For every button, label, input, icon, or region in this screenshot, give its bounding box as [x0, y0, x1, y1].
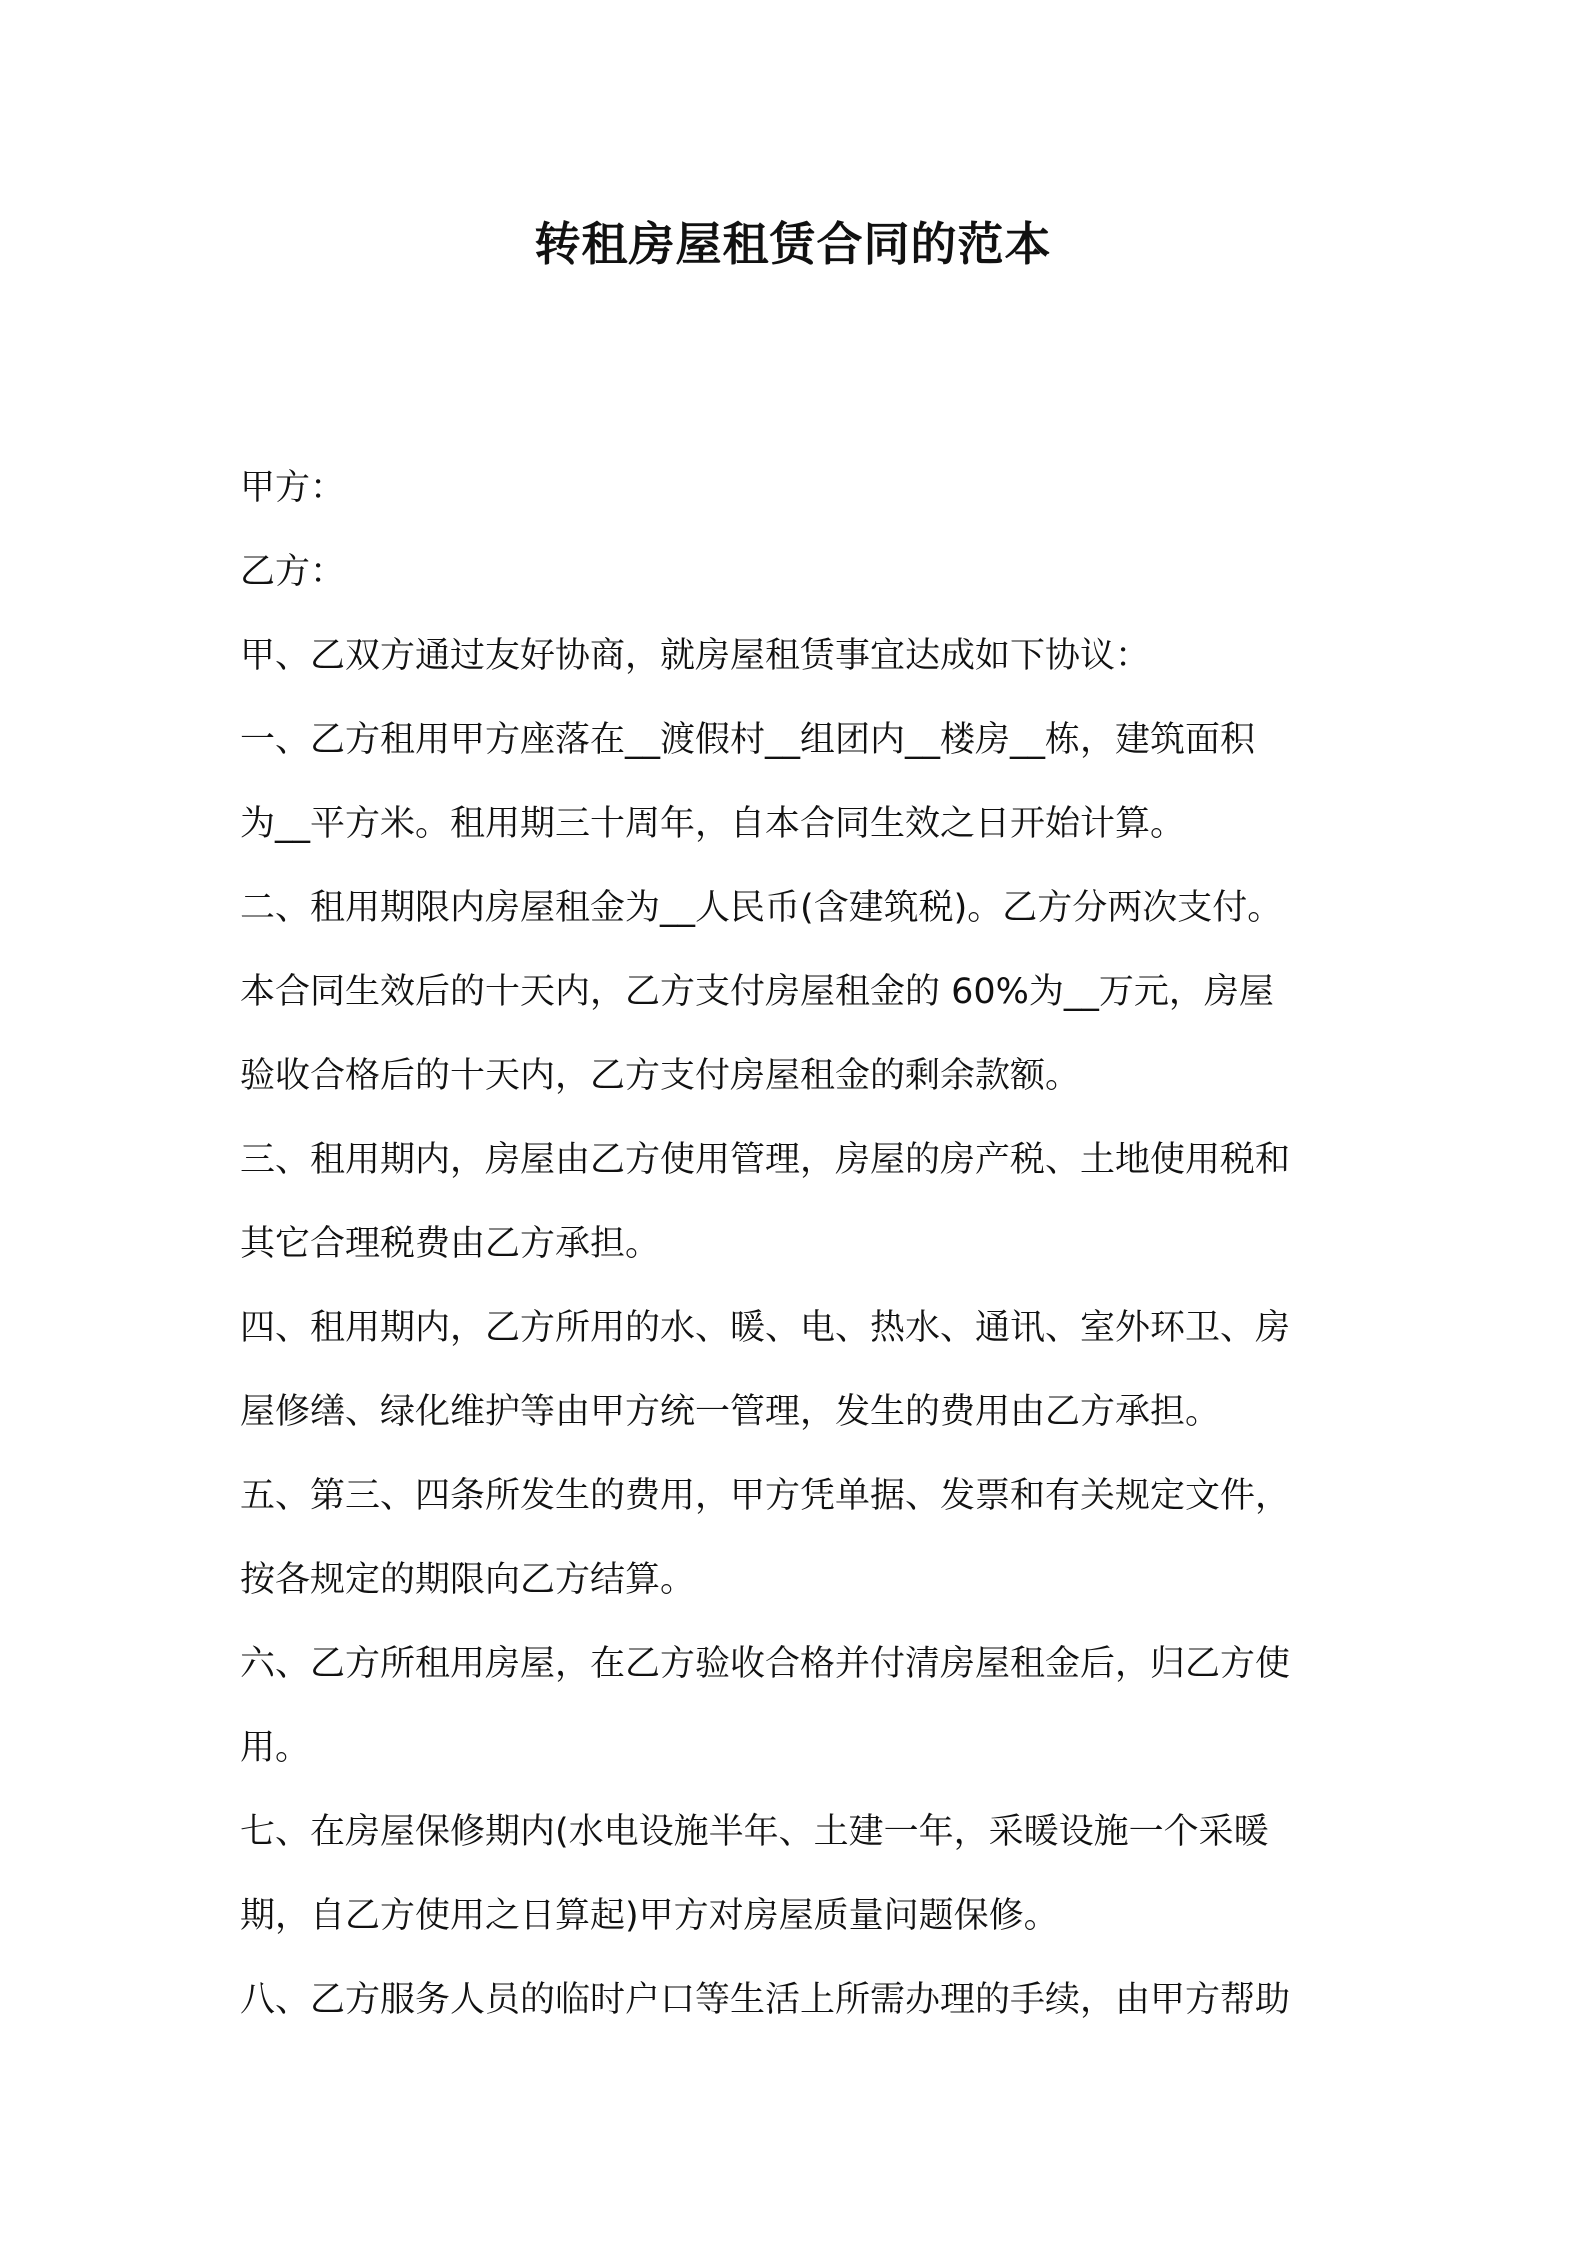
- clause-5-line-2: 按各规定的期限向乙方结算。: [240, 1560, 696, 1600]
- clause-6-line-2: 用。: [240, 1728, 311, 1768]
- clause-4-line-1: 四、租用期内，乙方所用的水、暖、电、热水、通讯、室外环卫、房: [240, 1308, 1291, 1348]
- clause-2-line-1: 二、租用期限内房屋租金为__人民币(含建筑税)。乙方分两次支付。: [240, 888, 1283, 928]
- clause-6-line-1: 六、乙方所租用房屋，在乙方验收合格并付清房屋租金后，归乙方使: [240, 1644, 1291, 1684]
- clause-7-line-1: 七、在房屋保修期内(水电设施半年、土建一年，采暖设施一个采暖: [240, 1812, 1269, 1852]
- clause-3-line-1: 三、租用期内，房屋由乙方使用管理，房屋的房产税、土地使用税和: [240, 1140, 1291, 1180]
- clause-3-line-2: 其它合理税费由乙方承担。: [240, 1224, 661, 1264]
- clause-1-line-2: 为__平方米。租用期三十周年，自本合同生效之日开始计算。: [240, 804, 1186, 844]
- clause-2-line-3: 验收合格后的十天内，乙方支付房屋租金的剩余款额。: [240, 1056, 1081, 1096]
- preamble-line: 甲、乙双方通过友好协商，就房屋租赁事宜达成如下协议：: [240, 636, 1151, 676]
- clause-1-line-1: 一、乙方租用甲方座落在__渡假村__组团内__楼房__栋，建筑面积: [240, 720, 1256, 760]
- party-b-line: 乙方：: [240, 552, 346, 592]
- party-a-line: 甲方：: [240, 468, 346, 508]
- clause-2-line-2: 本合同生效后的十天内，乙方支付房屋租金的 60%为__万元，房屋: [240, 972, 1274, 1012]
- document-title: 转租房屋租赁合同的范本: [534, 217, 1052, 271]
- document-body: [240, 446, 1360, 2042]
- clause-5-line-1: 五、第三、四条所发生的费用，甲方凭单据、发票和有关规定文件，: [240, 1476, 1291, 1516]
- clause-7-line-2: 期，自乙方使用之日算起)甲方对房屋质量问题保修。: [240, 1896, 1059, 1936]
- clause-4-line-2: 屋修缮、绿化维护等由甲方统一管理，发生的费用由乙方承担。: [240, 1392, 1221, 1432]
- clause-8-line-1: 八、乙方服务人员的临时户口等生活上所需办理的手续，由甲方帮助: [240, 1980, 1291, 2020]
